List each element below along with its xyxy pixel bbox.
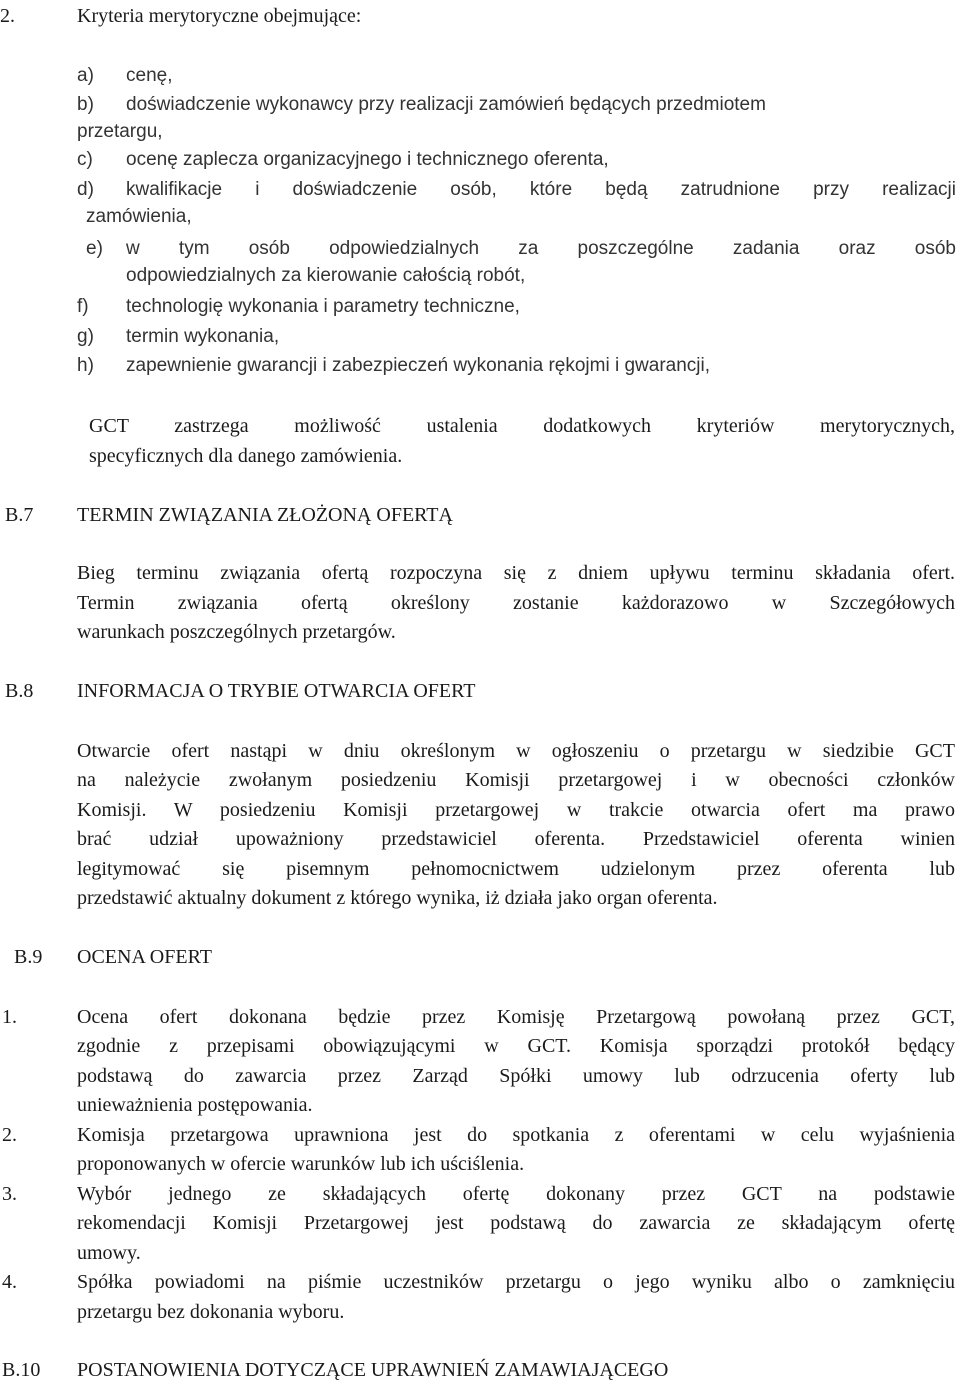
paragraph-line: Termin związania ofertą określony zostanie każdorazowo w Szczegółowych	[77, 592, 955, 614]
list-marker: c)	[77, 149, 93, 170]
section-title: Kryteria merytoryczne obejmujące:	[77, 5, 362, 27]
list-item: ocenę zaplecza organizacyjnego i technicznego oferenta,	[126, 149, 609, 170]
section-heading: INFORMACJA O TRYBIE OTWARCIA OFERT	[77, 680, 476, 702]
paragraph-line: Komisji. W posiedzeniu Komisji przetargowej w trakcie otwarcia ofert ma prawo	[77, 799, 955, 821]
list-item: kwalifikacje i doświadczenie osób, które będą zatrudnione przy realizacji	[126, 179, 956, 200]
list-marker: f)	[77, 296, 89, 317]
list-item-continuation: unieważnienia postępowania.	[77, 1094, 313, 1116]
list-item: Wybór jednego ze składających ofertę dokonany przez GCT na podstawie	[77, 1183, 955, 1205]
list-item: w tym osób odpowiedzialnych za poszczególne zadania oraz osób	[126, 238, 956, 259]
list-marker: g)	[77, 326, 94, 347]
section-number: B.10	[2, 1359, 41, 1381]
paragraph-line: przedstawić aktualny dokument z którego wynika, iż działa jako organ oferenta.	[77, 887, 718, 909]
list-item: zapewnienie gwarancji i zabezpieczeń wykonania rękojmi i gwarancji,	[126, 355, 711, 376]
list-item-continuation: przetargu,	[77, 121, 163, 142]
list-item: technologię wykonania i parametry techniczne,	[126, 296, 520, 317]
list-marker: 1.	[2, 1006, 17, 1028]
list-item: cenę,	[126, 65, 173, 86]
section-heading: TERMIN ZWIĄZANIA ZŁOŻONĄ OFERTĄ	[77, 504, 453, 526]
list-item: Komisja przetargowa uprawniona jest do spotkania z oferentami w celu wyjaśnienia	[77, 1124, 955, 1146]
list-marker: 3.	[2, 1183, 17, 1205]
list-item-continuation: proponowanych w ofercie warunków lub ich uściślenia.	[77, 1153, 525, 1175]
list-marker: 2.	[2, 1124, 17, 1146]
section-heading: POSTANOWIENIA DOTYCZĄCE UPRAWNIEŃ ZAMAWIAJĄCEGO	[77, 1359, 669, 1381]
paragraph-line: na należycie zwołanym posiedzeniu Komisji przetargowej i w obecności członków	[77, 769, 955, 791]
section-note-continuation: specyficznych dla danego zamówienia.	[89, 445, 403, 467]
paragraph-line: brać udział upoważniony przedstawiciel oferenta. Przedstawiciel oferenta winien	[77, 828, 955, 850]
section-number: B.7	[5, 504, 34, 526]
list-marker: 4.	[2, 1271, 17, 1293]
list-item-continuation: podstawą do zawarcia przez Zarząd Spółki umowy lub odrzucenia oferty lub	[77, 1065, 955, 1087]
paragraph-line: warunkach poszczególnych przetargów.	[77, 621, 396, 643]
list-marker: b)	[77, 94, 94, 115]
section-number: B.9	[14, 946, 43, 968]
section-heading: OCENA OFERT	[77, 946, 212, 968]
list-marker: d)	[77, 179, 94, 200]
list-marker: a)	[77, 65, 94, 86]
list-item-continuation: przetargu bez dokonania wyboru.	[77, 1301, 345, 1323]
list-item: doświadczenie wykonawcy przy realizacji zamówień będących przedmiotem	[126, 94, 766, 115]
list-item-continuation: zgodnie z przepisami obowiązującymi w GCT. Komisja sporządzi protokół będący	[77, 1035, 955, 1057]
list-item: Spółka powiadomi na piśmie uczestników przetargu o jego wyniku albo o zamknięciu	[77, 1271, 955, 1293]
section-number: B.8	[5, 680, 34, 702]
section-number: 2.	[0, 5, 15, 27]
section-note: GCT zastrzega możliwość ustalenia dodatkowych kryteriów merytorycznych,	[89, 415, 955, 437]
list-item: termin wykonania,	[126, 326, 280, 347]
list-item-continuation: umowy.	[77, 1242, 141, 1264]
paragraph-line: legitymować się pisemnym pełnomocnictwem udzielonym przez oferenta lub	[77, 858, 955, 880]
paragraph-line: Bieg terminu związania ofertą rozpoczyna się z dniem upływu terminu składania ofert.	[77, 562, 955, 584]
list-item-continuation: odpowiedzialnych za kierowanie całością robót,	[126, 265, 526, 286]
list-item-continuation: zamówienia,	[86, 206, 192, 227]
list-item: Ocena ofert dokonana będzie przez Komisję Przetargową powołaną przez GCT,	[77, 1006, 955, 1028]
list-marker: h)	[77, 355, 94, 376]
list-marker: e)	[86, 238, 103, 259]
paragraph-line: Otwarcie ofert nastąpi w dniu określonym w ogłoszeniu o przetargu w siedzibie GCT	[77, 740, 955, 762]
list-item-continuation: rekomendacji Komisji Przetargowej jest podstawą do zawarcia ze składającym ofertę	[77, 1212, 955, 1234]
